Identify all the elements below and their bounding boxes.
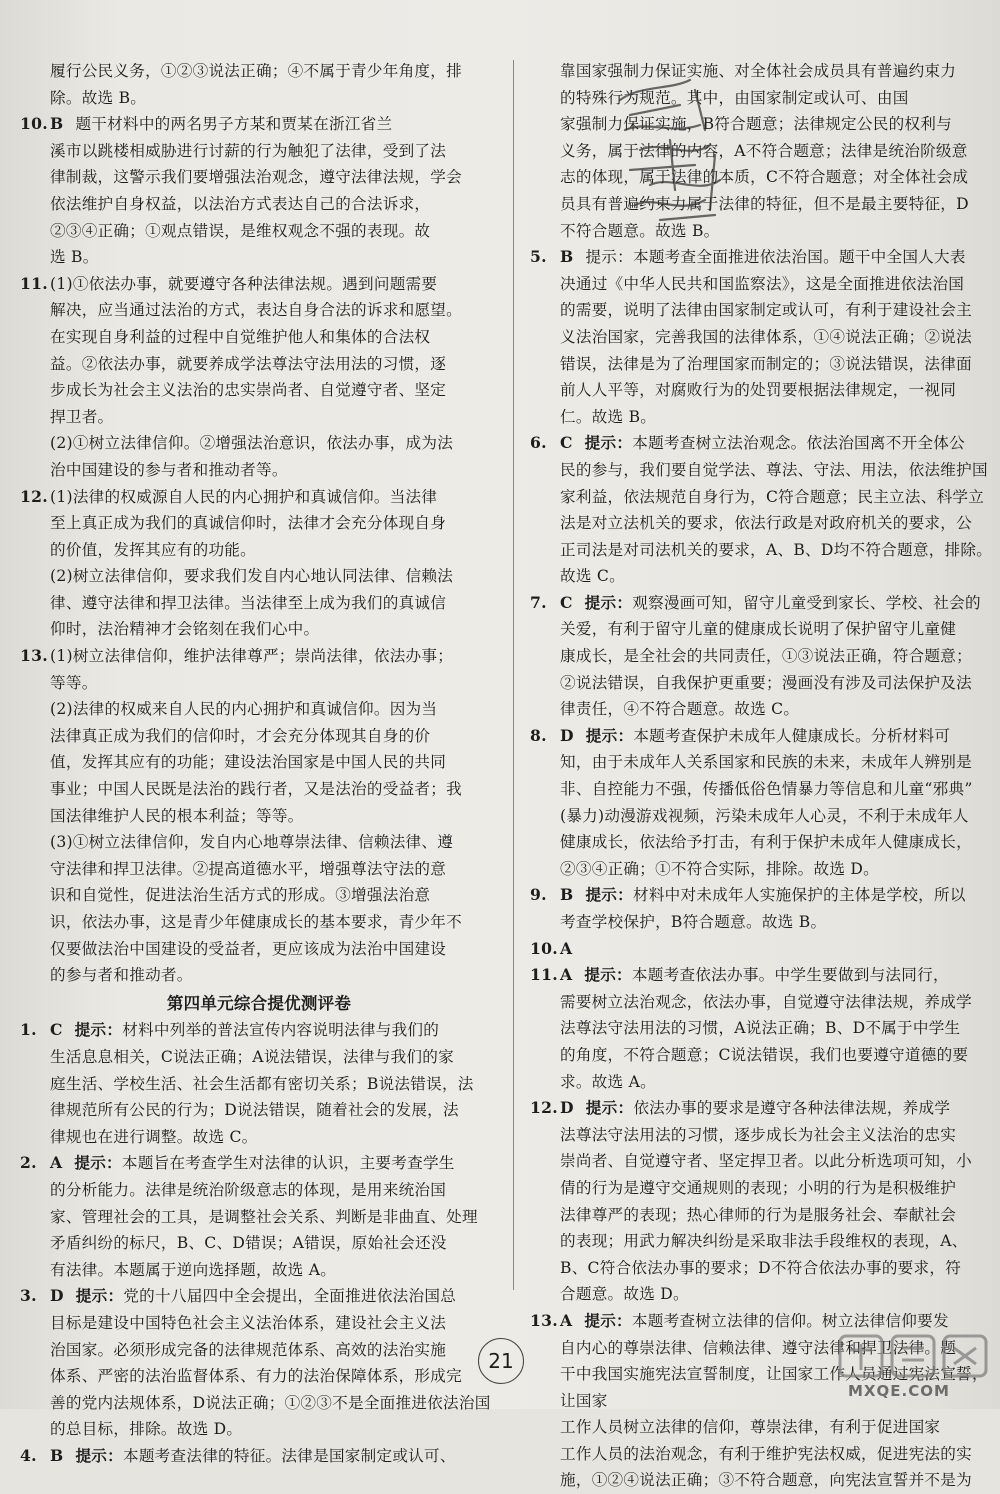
explanation-line: 捍卫者。 [50, 407, 114, 426]
explanation-line: 故选 C。 [560, 567, 625, 586]
explanation-line: 律制裁，这警示我们要增强法治观念，遵守法律法规，学会 [50, 168, 462, 187]
explanation-line: 不符合题意。故选 B。 [560, 221, 720, 240]
explanation-line: 知，由于未成年人关系国家和民族的未来，未成年人辨别是 [560, 753, 972, 772]
answer-item [530, 590, 995, 617]
explanation-line: 员具有普遍约束力属于法律的特征，但不是最主要特征，D [560, 194, 969, 213]
right-column [530, 58, 995, 1494]
explanation-line: 值，发挥其应有的功能；建设法治国家是中国人民的共同 [50, 753, 447, 772]
hint-label: 提示： [585, 725, 634, 745]
explanation-line: 解决，应当通过法治的方式，表达自身合法的诉求和愿望。 [50, 301, 462, 320]
answer-letter: A [50, 1153, 63, 1173]
explanation-text: 本题考查法律的特征。法律是国家制定或认可、 [122, 1446, 456, 1465]
answer-item [20, 1150, 498, 1177]
explanation-line: 律规也在进行调整。故选 C。 [50, 1127, 258, 1146]
explanation-text: 本题考查依法办事。中学生要做到与法同行， [631, 966, 949, 985]
explanation-line: 识和自觉性，促进法治生活方式的形成。③增强法治意 [50, 886, 431, 905]
answer-item [20, 271, 498, 298]
explanation-line: 律规范所有公民的行为；D说法错误，随着社会的发展，法 [50, 1101, 459, 1120]
explanation-line: 干中我国实施宪法宣誓制度，让国家工作人员通过宪法宣誓，让国家 [560, 1365, 988, 1410]
answer-letter: D [560, 725, 574, 745]
hint-label: 提示： [74, 1020, 123, 1040]
answer-letter: B [50, 114, 64, 134]
item-number: 13. [530, 1310, 558, 1330]
explanation-line: 施，①②④说法正确；③不符合题意，向宪法宣誓并不是为 [560, 1471, 972, 1490]
explanation-line: 矛盾纠纷的标尺，B、C、D错误；A错误，原始社会还没 [50, 1234, 447, 1253]
answer-item [530, 962, 995, 989]
explanation-line: (2)树立法律信仰，要求我们发自内心地认同法律、信赖法 [50, 567, 454, 586]
explanation-text: 依法办事的要求是遵守各种法律法规，养成学 [633, 1099, 951, 1118]
explanation-line: 的价值，发挥其应有的功能。 [50, 540, 256, 559]
explanation-text: 提示：本题考查全面推进依法治国。题干中全国人大表 [585, 248, 966, 267]
item-number: 8. [530, 725, 547, 745]
explanation-text: 本题考查树立法治观念。依法治国离不开全体公 [632, 434, 965, 453]
answer-item [530, 1095, 995, 1122]
answer-item [530, 882, 995, 909]
explanation-line: 仰时，法治精神才会铭刻在我们心中。 [50, 620, 320, 639]
explanation-line: 识，依法办事，这是青少年健康成长的基本要求，青少年不 [50, 913, 462, 931]
explanation-line: 溪市以跳楼相威胁进行讨薪的行为触犯了法律，受到了法 [50, 141, 447, 160]
answer-item [20, 1283, 498, 1310]
explanation-line: 倩的行为是遵守交通规则的表现；小明的行为是积极维护 [560, 1178, 957, 1197]
explanation-line: ②③④正确；①观点错误，是维权观念不强的表现。故 [50, 221, 431, 240]
answer-letter: A [560, 938, 573, 958]
item-number: 1. [20, 1020, 37, 1040]
hint-label: 提示： [75, 1286, 124, 1306]
answer-item [20, 1443, 498, 1470]
explanation-line: 的参与者和推动者。 [50, 966, 193, 985]
explanation-line: 目标是建设中国特色社会主义法治体系，建设社会主义法 [50, 1313, 447, 1332]
explanation-line: 事业；中国人民既是法治的践行者，又是法治的受益者；我 [50, 780, 462, 799]
item-number: 7. [530, 592, 547, 612]
answer-letter: A [560, 965, 573, 985]
explanation-line: ②说法错误，自我保护更重要；漫画没有涉及司法保护及法 [560, 673, 972, 692]
left-column [20, 58, 498, 1469]
explanation-line: (2)法律的权威来自人民的内心拥护和真诚信仰。因为当 [50, 700, 438, 719]
answer-item [530, 936, 995, 963]
explanation-line: 的总目标，排除。故选 D。 [50, 1420, 243, 1439]
explanation-line: 的表现；用武力解决纠纷是采取非法手段维权的表现，A、 [560, 1232, 968, 1251]
answer-letter: B [50, 1445, 64, 1465]
explanation-line: 的需要，说明了法律由国家制定或认可，有利于建设社会主 [560, 301, 972, 320]
explanation-text: 材料中列举的普法宣传内容说明法律与我们的 [122, 1021, 440, 1040]
answer-letter: C [50, 1020, 63, 1040]
explanation-line: 治国家。必须形成完备的法律规范体系、高效的法治实施 [50, 1340, 447, 1359]
answer-letter: D [560, 1098, 574, 1118]
item-number: 3. [20, 1286, 37, 1306]
explanation-line: 决通过《中华人民共和国监察法》，这是全面推进依法治国 [560, 274, 965, 293]
explanation-line: 仅要做法治中国建设的受益者，更应该成为法治中国建设 [50, 939, 447, 958]
explanation-line: 有法律。本题属于逆向选择题，故选 A。 [50, 1260, 337, 1279]
explanation-line: 选 B。 [50, 248, 99, 267]
explanation-line: 等等。 [50, 673, 98, 692]
answer-letter: C [560, 592, 573, 612]
explanation-line: 考查学校保护，B符合题意。故选 B。 [560, 913, 827, 931]
explanation-line: 的角度，不符合题意；C说法错误，我们也要遵守道德的要 [560, 1045, 969, 1064]
answer-letter: B [560, 247, 574, 267]
explanation-line: 工作人员树立法律的信仰，尊崇法律，有利于促进国家 [560, 1418, 941, 1437]
item-number: 6. [530, 433, 547, 453]
answer-item [20, 484, 498, 511]
explanation-line: 崇尚者、自觉遵守者、坚定捍卫者。以此分析选项可知，小 [560, 1152, 972, 1171]
explanation-line: 庭生活、学校生活、社会生活都有密切关系；B说法错误，法 [50, 1074, 474, 1093]
explanation-line: 合题意。故选 D。 [560, 1285, 689, 1304]
hint-label: 提示： [584, 592, 633, 612]
answer-letter: D [50, 1286, 64, 1306]
explanation-line: 法律尊严的表现；热心律师的行为是服务社会、奉献社会 [560, 1205, 957, 1224]
explanation-text: 本题旨在考查学生对法律的认识，主要考查学生 [121, 1154, 455, 1173]
explanation-line: (暴力)动漫游戏视频，污染未成年人心灵，不利于未成年人 [560, 806, 969, 825]
answer-item [530, 244, 995, 271]
explanation-line: 履行公民义务，①②③说法正确；④不属于青少年角度，排 [50, 62, 462, 80]
column-divider [513, 60, 514, 1290]
explanation-line: 益。②依法办事，就要养成学法尊法守法用法的习惯，逐 [50, 354, 447, 373]
explanation-line: 国法律维护人民的根本利益；等等。 [50, 806, 304, 825]
explanation-line: 法尊法守法用法的习惯，逐步成长为社会主义法治的忠实 [560, 1125, 957, 1144]
explanation-line: 求。故选 A。 [560, 1072, 656, 1091]
item-number: 11. [20, 273, 48, 293]
explanation-line: 关爱，有利于留守儿童的健康成长说明了保护留守儿童健 [560, 620, 957, 639]
explanation-line: 民的参与，我们要自觉学法、尊法、守法、用法，依法维护国 [560, 460, 988, 479]
explanation-line: 法尊法守法用法的习惯，A说法正确；B、D不属于中学生 [560, 1019, 961, 1038]
answer-letter: B [560, 885, 574, 905]
explanation-line: 错误，法律是为了治理国家而制定的；③说法错误，法律面 [560, 354, 972, 373]
explanation-line: 法是对立法机关的要求，依法行政是对政府机关的要求，公 [560, 514, 972, 533]
item-number: 9. [530, 885, 547, 905]
explanation-text: 党的十八届四中全会提出，全面推进依法治国总 [123, 1287, 457, 1306]
explanation-line: 健康成长，依法给予打击，有利于保护未成年人健康成长， [560, 833, 972, 852]
explanation-line: 家、管理社会的工具，是调整社会关系、判断是非曲直、处理 [50, 1207, 478, 1226]
item-number: 12. [530, 1098, 558, 1118]
explanation-line: 至上真正成为我们的真诚信仰时，法律才会充分体现自身 [50, 514, 447, 533]
explanation-line: 依法维护自身权益，以法治方式表达自己的合法诉求， [50, 194, 431, 213]
explanation-line: 守法律和捍卫法律。②提高道德水平，增强尊法守法的意 [50, 859, 447, 878]
hint-label: 提示： [584, 433, 633, 453]
explanation-line: 体系、严密的法治监督体系、有力的法治保障体系，形成完 [50, 1367, 462, 1386]
section-title: 第四单元综合提优测评卷 [166, 993, 352, 1013]
hint-label: 提示： [585, 1098, 634, 1118]
hint-label: 提示： [585, 885, 633, 905]
explanation-line: B、C符合依法办事的要求；D不符合依法办事的要求，符 [560, 1258, 962, 1277]
answer-item [530, 723, 995, 750]
hint-label: 提示： [74, 1153, 122, 1173]
answer-item [530, 1308, 995, 1335]
explanation-text: (1)法律的权威源自人民的内心拥护和真诚信仰。当法律 [50, 487, 438, 506]
watermark-text: MXQE.COM [848, 1382, 950, 1400]
explanation-line: 自内心的尊崇法律、信赖法律、遵守法律和捍卫法律。题 [560, 1338, 957, 1357]
explanation-line: 志的体现，属于法律的本质，C不符合题意；对全体社会成 [560, 168, 969, 187]
page-number: 21 [478, 1338, 524, 1384]
answer-item [20, 1017, 498, 1044]
explanation-line: 的特殊行为规范。其中，由国家制定或认可、由国 [560, 88, 909, 107]
explanation-line: (2)①树立法律信仰。②增强法治意识，依法办事，成为法 [50, 434, 454, 453]
explanation-text: 题干材料中的两名男子方某和贾某在浙江省兰 [75, 115, 393, 134]
explanation-line: 需要树立法治观念，依法办事，自觉遵守法律法规，养成学 [560, 992, 972, 1011]
answer-letter: A [560, 1310, 573, 1330]
explanation-line: 治中国建设的参与者和推动者等。 [50, 460, 288, 479]
explanation-line: 律责任，④不符合题意。故选 C。 [560, 700, 800, 719]
explanation-line: 除。故选 B。 [50, 88, 147, 107]
hint-label: 提示： [584, 965, 632, 985]
explanation-line: 生活息息相关，C说法正确；A说法错误，法律与我们的家 [50, 1047, 454, 1066]
answer-item [530, 430, 995, 457]
item-number: 12. [20, 486, 48, 506]
item-number: 10. [20, 114, 48, 134]
explanation-line: ②③④正确；①不符合实际，排除。故选 D。 [560, 859, 879, 878]
explanation-line: 仁。故选 B。 [560, 407, 657, 426]
explanation-line: 在实现自身利益的过程中自觉维护他人和集体的合法权 [50, 327, 431, 346]
explanation-line: 靠国家强制力保证实施、对全体社会成员具有普遍约束力 [560, 62, 957, 80]
answer-item [20, 111, 498, 138]
explanation-text: (1)树立法律信仰，维护法律尊严；崇尚法律，依法办事； [50, 647, 454, 666]
explanation-line: 家利益，依法规范自身行为，C符合题意；民主立法、科学立 [560, 487, 985, 506]
explanation-line: 的分析能力。法律是统治阶级意志的体现，是用来统治国 [50, 1180, 447, 1199]
explanation-line: 义务，属于法律的内容，A不符合题意；法律是统治阶级意 [560, 141, 968, 160]
explanation-text: 本题考查树立法律的信仰。树立法律信仰要发 [631, 1311, 949, 1330]
explanation-line: (3)①树立法律信仰，发自内心地尊崇法律、信赖法律、遵 [50, 833, 454, 852]
explanation-line: 义法治国家，完善我国的法律体系，①④说法正确；②说法 [560, 327, 972, 346]
explanation-line: 非、自控能力不强，传播低俗色情暴力等信息和儿童“邪典” [560, 780, 973, 799]
answer-letter: C [560, 433, 573, 453]
explanation-line: 正司法是对司法机关的要求，A、B、D均不符合题意，排除。 [560, 540, 993, 559]
explanation-line: 前人人平等，对腐败行为的处罚要根据法律规定，一视同 [560, 381, 957, 400]
explanation-text: (1)①依法办事，就要遵守各种法律法规。遇到问题需要 [50, 274, 438, 293]
hint-label: 提示： [584, 1310, 632, 1330]
hint-label: 提示： [75, 1445, 123, 1465]
explanation-line: 法律真正成为我们的信仰时，才会充分体现其自身的价 [50, 726, 431, 745]
explanation-line: 家强制力保证实施，B符合题意；法律规定公民的权利与 [560, 115, 952, 134]
item-number: 11. [530, 965, 558, 985]
explanation-line: 步成长为社会主义法治的忠实崇尚者、自觉遵守者、坚定 [50, 381, 447, 400]
item-number: 13. [20, 646, 48, 666]
explanation-text: 材料中对未成年人实施保护的主体是学校，所以 [632, 886, 966, 905]
item-number: 5. [530, 247, 547, 267]
explanation-line: 律、遵守法律和捍卫法律。当法律至上成为我们的真诚信 [50, 593, 447, 612]
item-number: 10. [530, 938, 558, 958]
explanation-text: 本题考查保护未成年人健康成长。分析材料可 [633, 726, 951, 745]
item-number: 4. [20, 1445, 37, 1465]
explanation-line: 康成长，是全社会的共同责任，①③说法正确，符合题意； [560, 647, 972, 666]
explanation-text: 观察漫画可知，留守儿童受到家长、学校、社会的 [632, 593, 981, 612]
explanation-line: 善的党内法规体系，D说法正确；①②③不是全面推进依法治国 [50, 1393, 491, 1412]
answer-item [20, 643, 498, 670]
item-number: 2. [20, 1153, 37, 1173]
explanation-line: 工作人员的法治观念，有利于维护宪法权威，促进宪法的实 [560, 1444, 972, 1463]
